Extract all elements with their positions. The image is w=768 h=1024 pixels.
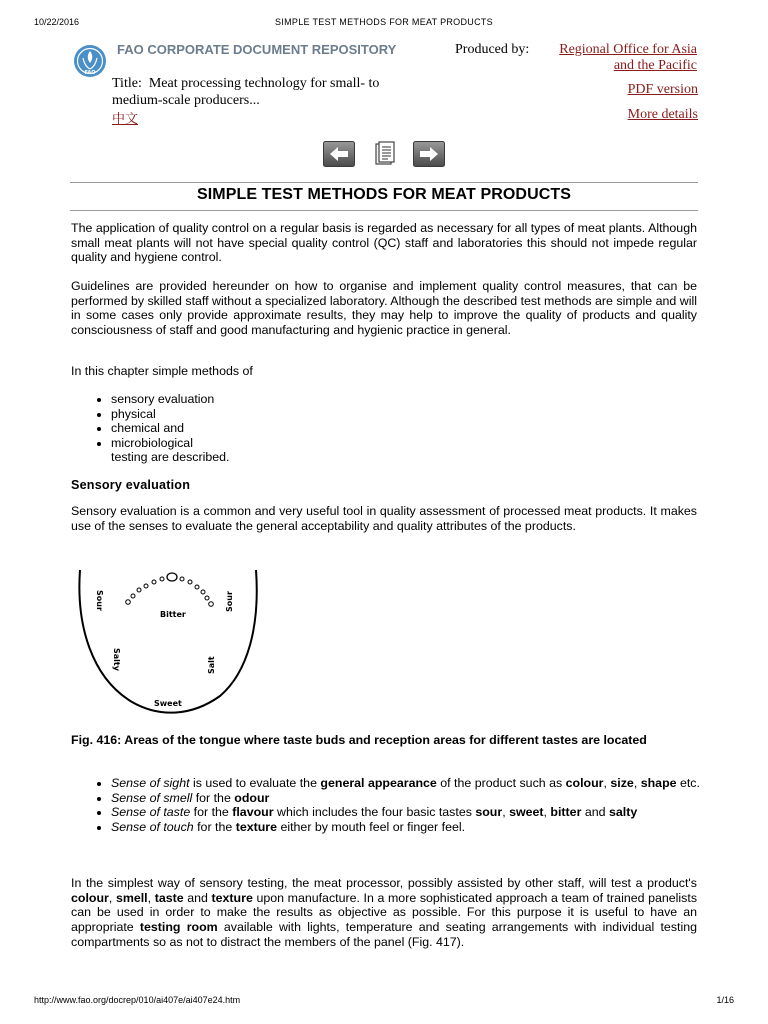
- paragraph-sensory-testing: In the simplest way of sensory testing, the meat processor, possibly assisted by other staff, will test a product's colour, smell, taste and texture upon manufacture. In a more sophisticated approach a team of trained panelists can be used in order to make the results as objective as possible. For this purpose it is useful to have an appropriate testing room available with lights, temperature and seating arrangements with individual testing compartments so as not to distract the members of the panel (Fig. 417).: [71, 876, 698, 949]
- print-url: http://www.fao.org/docrep/010/ai407e/ai407e24.htm: [34, 995, 241, 1005]
- paragraph-intro: The application of quality control on a regular basis is regarded as necessary for all types of meat plants. Although small meat plants will not have special quality control (QC) staff and laboratories this should not impede regular quality and hygiene control.: [71, 221, 697, 265]
- taste-bud: [152, 580, 156, 584]
- table-of-contents-icon: [369, 141, 399, 167]
- taste-bud: [131, 594, 135, 598]
- repository-label[interactable]: FAO CORPORATE DOCUMENT REPOSITORY: [117, 42, 397, 57]
- chinese-version-link[interactable]: 中文: [112, 112, 139, 127]
- taste-bud: [201, 590, 205, 594]
- document-title-line2: medium-scale producers...: [112, 93, 260, 108]
- print-date: 10/22/2016: [34, 17, 80, 27]
- print-page-number: 1/16: [716, 995, 734, 1005]
- methods-list-tail: testing are described.: [111, 450, 230, 464]
- taste-bud: [188, 580, 192, 584]
- senses-list: [95, 776, 713, 835]
- taste-bud: [144, 584, 148, 588]
- taste-bud: [209, 602, 214, 607]
- tongue-taste-diagram: [70, 566, 270, 726]
- figure-caption: Fig. 416: Areas of the tongue where taste buds and reception areas for different tastes are located: [71, 733, 647, 747]
- print-title: SIMPLE TEST METHODS FOR MEAT PRODUCTS: [275, 17, 493, 27]
- list-item: • chemical and: [111, 421, 214, 436]
- paragraph-sensory: Sensory evaluation is a common and very useful tool in quality assessment of processed meat products. It makes use of the senses to evaluate the general acceptability and quality attributes of the products.: [71, 504, 697, 533]
- document-title: [112, 75, 442, 109]
- label-bitter: Bitter: [160, 610, 186, 619]
- arrow-right-icon: [413, 141, 445, 167]
- taste-bud: [180, 577, 184, 581]
- taste-bud: [205, 596, 209, 600]
- label-sour-right: Sour: [225, 591, 234, 612]
- list-item: • physical: [111, 407, 214, 422]
- paragraph-chapter: In this chapter simple methods of: [71, 364, 253, 378]
- heading-rule-top: [70, 182, 698, 183]
- list-item: • Sense of sight is used to evaluate the general appearance of the product such as colour, size, shape etc.: [111, 776, 713, 791]
- list-item: • Sense of touch for the texture either by mouth feel or finger feel.: [111, 820, 713, 835]
- fao-logo-icon[interactable]: [73, 44, 107, 78]
- section-heading-sensory: Sensory evaluation: [71, 478, 191, 492]
- more-details-link[interactable]: More details: [627, 107, 698, 122]
- methods-list: [95, 392, 214, 450]
- list-item: • Sense of taste for the flavour which includes the four basic tastes sour, sweet, bitter and salty: [111, 805, 713, 820]
- previous-page-button[interactable]: [323, 141, 355, 167]
- produced-by-line2[interactable]: and the Pacific: [613, 58, 697, 73]
- document-title-line1: Meat processing technology for small- to: [148, 76, 380, 91]
- label-salt-right: Salt: [207, 656, 216, 674]
- paragraph-guidelines: Guidelines are provided hereunder on how to organise and implement quality control measures, that can be performed by skilled staff without a specialized laboratory. Although the described test methods are simple and will in some cases only provide approximate results, they may help to improve the quality of products and quality consciousness of staff and good manufacturing and hygienic practice in general.: [71, 279, 697, 338]
- arrow-left-icon: [323, 141, 355, 167]
- produced-by-link[interactable]: [543, 42, 697, 74]
- label-sweet: Sweet: [154, 699, 182, 708]
- table-of-contents-button[interactable]: [369, 141, 399, 167]
- label-sour-left: Sour: [95, 590, 104, 611]
- taste-bud-center: [167, 573, 177, 581]
- list-item: • microbiological: [111, 436, 214, 451]
- list-item: • Sense of smell for the odour: [111, 791, 713, 806]
- taste-bud: [137, 588, 141, 592]
- produced-by-label: Produced by:: [455, 42, 530, 57]
- next-page-button[interactable]: [413, 141, 445, 167]
- fao-logo-text: FAO: [84, 70, 96, 76]
- list-item: • sensory evaluation: [111, 392, 214, 407]
- taste-bud: [160, 577, 164, 581]
- taste-bud: [126, 600, 131, 605]
- document-title-prefix: Title:: [112, 76, 142, 91]
- label-salty-left: Salty: [112, 648, 121, 671]
- heading-rule-bottom: [70, 210, 698, 211]
- pdf-version-link[interactable]: PDF version: [627, 82, 698, 97]
- taste-bud: [195, 585, 199, 589]
- produced-by-line1[interactable]: Regional Office for Asia: [559, 42, 697, 57]
- page-heading: SIMPLE TEST METHODS FOR MEAT PRODUCTS: [196, 186, 572, 203]
